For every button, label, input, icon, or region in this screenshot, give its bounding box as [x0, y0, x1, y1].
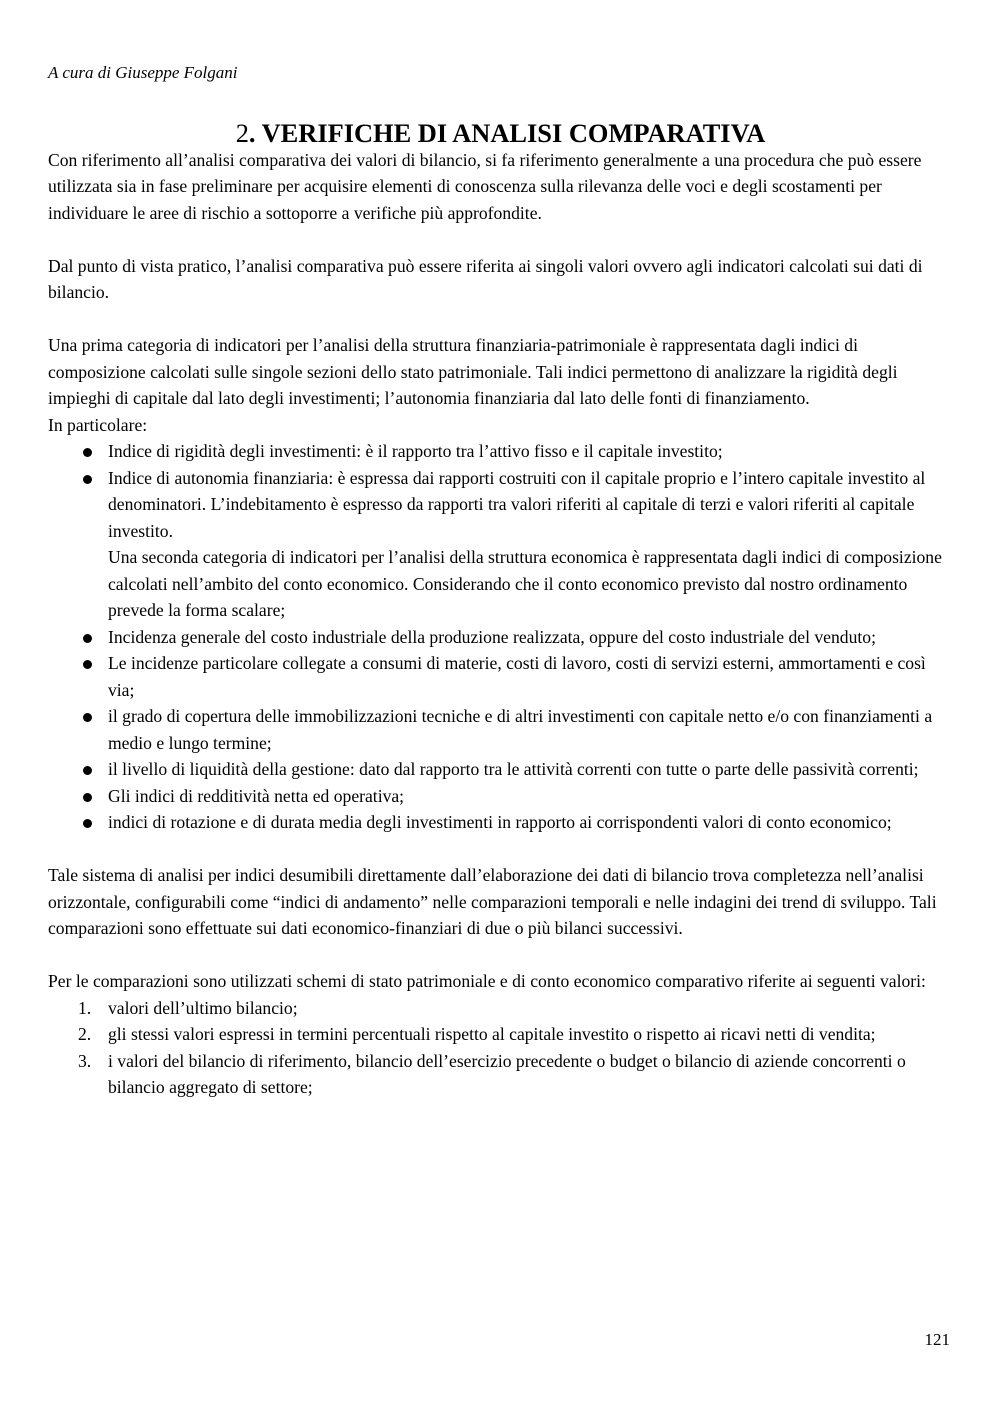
section-number: 2: [235, 118, 249, 148]
paragraph-intro: Con riferimento all’analisi comparativa dei valori di bilancio, si fa riferimento generalmente a una procedura che può essere utilizzata sia in fase preliminare per acquisire elementi di conoscenza sulla rilevanza delle voci e degli scostamenti per individuare le aree di rischio a sottoporre a verifiche più approfondite.: [48, 149, 922, 223]
list-item: [48, 1048, 953, 1101]
bullet-icon: [83, 766, 92, 775]
paragraph-horizontal-analysis: Tale sistema di analisi per indici desumibili direttamente dall’elaborazione dei dati di bilancio trova completezza nell’analisi orizzontale, configurabili come “indici di andamento” nelle comparazioni temporali e nelle indagini dei trend di sviluppo. Tali comparazioni sono effettuate sui dati economico-finanziari di due o più bilanci successivi.: [48, 865, 937, 938]
section-title-text: . VERIFICHE DI ANALISI COMPARATIVA: [248, 118, 766, 148]
bullet-icon: [83, 713, 92, 722]
indicator-bullet-list: [48, 438, 953, 836]
paragraph-first-category: Una prima categoria di indicatori per l’analisi della struttura finanziaria-patrimoniale è rappresentata dagli indici di composizione calcolati sulle singole sezioni dello stato patrimoniale. Tali indici permettono di analizzare la rigidità degli impieghi di capitale dal lato degli investimenti; l’autonomia finanziaria dal lato delle fonti di finanziamento.: [48, 335, 898, 408]
list-number: 2.: [78, 1024, 92, 1044]
list-number: 1.: [78, 997, 92, 1018]
list-item-continuation: Una seconda categoria di indicatori per l’analisi della struttura economica è rappresentata dagli indici di composizione calcolati nell’ambito del conto economico. Considerando che il conto economico previsto dal nostro ordinamento prevede la forma scalare;: [108, 547, 942, 620]
list-item-text: Gli indici di redditività netta ed operativa;: [108, 785, 405, 806]
list-item-text: Le incidenze particolare collegate a consumi di materie, costi di lavoro, costi di servizi esterni, ammortamenti e così via;: [108, 653, 926, 700]
paragraph-practical: Dal punto di vista pratico, l’analisi comparativa può essere riferita ai singoli valori ovvero agli indicatori calcolati sui dati di bilancio.: [48, 255, 923, 302]
list-item-text: Indice di rigidità degli investimenti: è il rapporto tra l’attivo fisso e il capitale investito;: [108, 441, 723, 461]
paragraph-comparisons: Per le comparazioni sono utilizzati schemi di stato patrimoniale e di conto economico comparativo riferite ai seguenti valori:: [48, 971, 926, 991]
list-item: [48, 1021, 953, 1048]
list-item: [48, 465, 953, 624]
list-item: [48, 703, 953, 756]
list-item-text: Indice di autonomia finanziaria: è espressa dai rapporti costruiti con il capitale proprio e l’intero capitale investito al denominatori. L’indebitamento è espresso da rapporti tra valori riferiti al capitale di terzi e valori riferiti al capitale investito.: [108, 467, 926, 541]
bullet-icon: [83, 475, 92, 484]
author-header: A cura di Giuseppe Folgani: [48, 63, 238, 82]
list-item-text: indici di rotazione e di durata media degli investimenti in rapporto ai corrispondenti valori di conto economico;: [108, 812, 892, 832]
list-item-text: i valori del bilancio di riferimento, bilancio dell’esercizio precedente o budget o bilancio di aziende concorrenti o bilancio aggregato di settore;: [108, 1050, 906, 1097]
bullet-icon: [83, 793, 92, 802]
list-item-text: valori dell’ultimo bilancio;: [108, 997, 298, 1018]
list-item: [48, 995, 953, 1022]
list-item: [48, 650, 953, 703]
list-item-text: Incidenza generale del costo industriale della produzione realizzata, oppure del costo industriale del venduto;: [108, 626, 876, 647]
bullet-icon: [83, 660, 92, 669]
list-item-text: gli stessi valori espressi in termini percentuali rispetto al capitale investito o rispetto ai ricavi netti di vendita;: [108, 1024, 876, 1044]
list-item: [48, 438, 953, 465]
list-item: [48, 809, 953, 836]
list-item: [48, 756, 953, 783]
list-item-text: il livello di liquidità della gestione: dato dal rapporto tra le attività correnti con tutte o parte delle passività correnti;: [108, 759, 919, 779]
bullet-icon: [83, 448, 92, 457]
list-item-text: il grado di copertura delle immobilizzazioni tecniche e di altri investimenti con capitale netto e/o con finanziamenti a medio e lungo termine;: [108, 706, 933, 753]
list-item: [48, 624, 953, 651]
document-body: [48, 120, 953, 1101]
section-title: [48, 120, 953, 147]
values-numbered-list: [48, 995, 953, 1101]
paragraph-in-particolare: In particolare:: [48, 414, 148, 435]
page-number: 121: [924, 1330, 950, 1349]
bullet-icon: [83, 634, 92, 643]
list-item: [48, 783, 953, 810]
list-number: 3.: [78, 1050, 92, 1071]
bullet-icon: [83, 819, 92, 828]
